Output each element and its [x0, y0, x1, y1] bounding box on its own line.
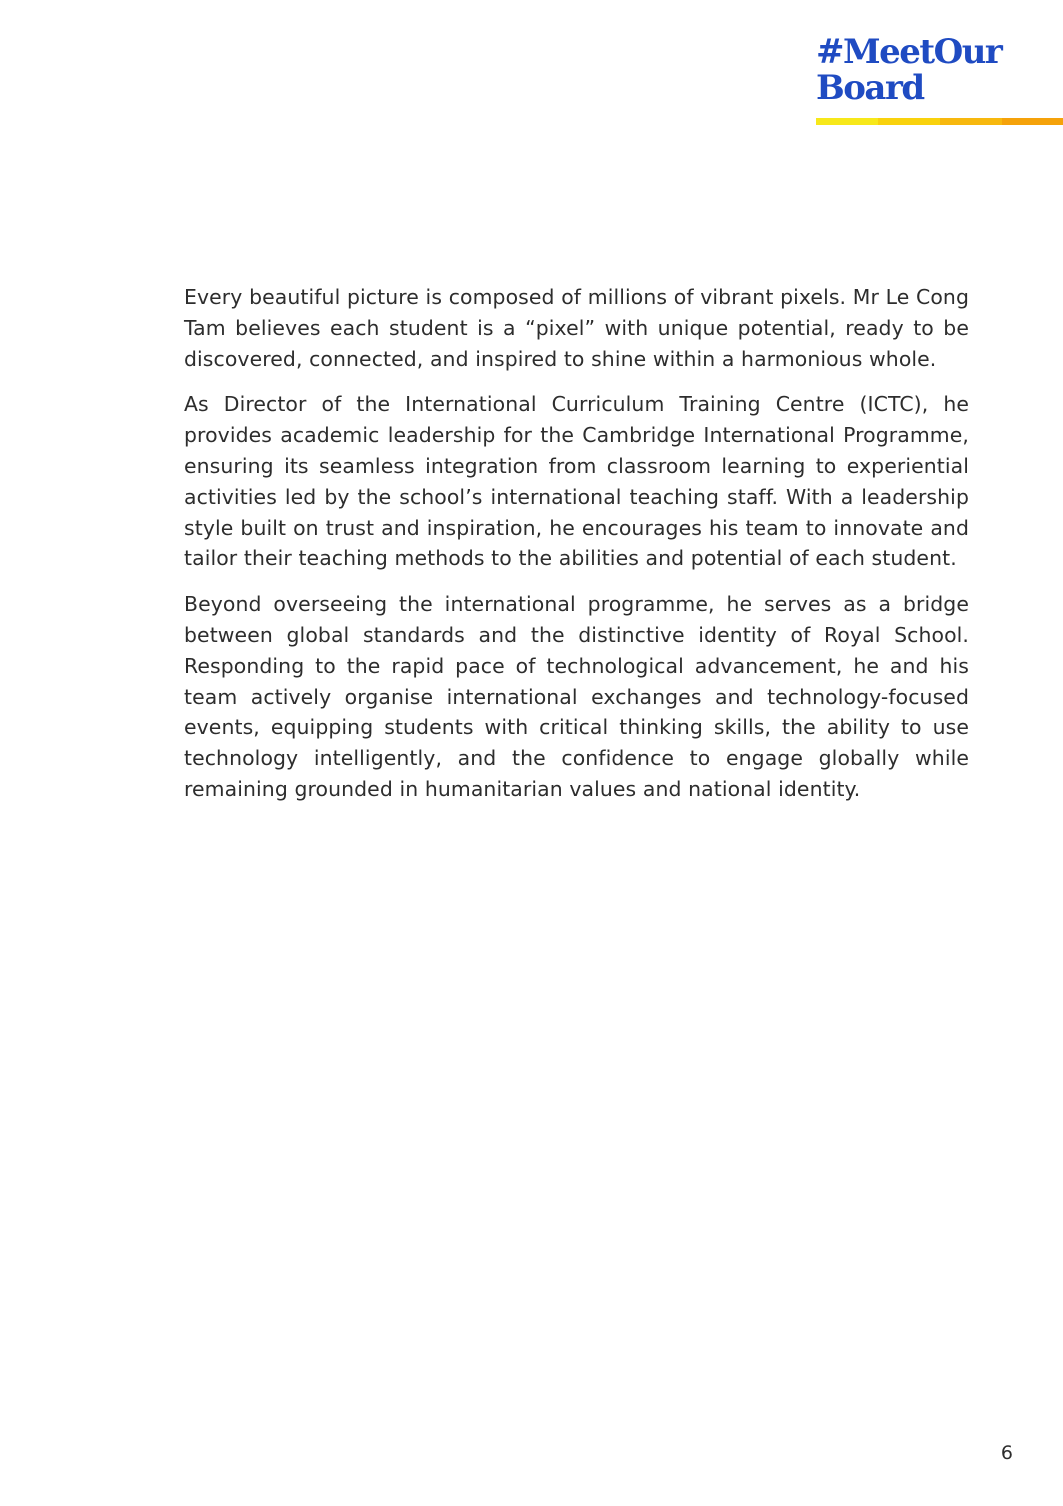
section-tag-line-2: Board	[816, 68, 924, 108]
paragraph-3: Beyond overseeing the international programme, he serves as a bridge between global standards and the distinctive identity of Royal School. Responding to the rapid pace of technological advancement, he and his team actively organise international exchanges and technology-focused events, equipping students with critical thinking skills, the ability to use technology intelligently, and the confidence to engage globally while remaining grounded in humanitarian values and national identity.	[184, 592, 969, 801]
accent-bar	[816, 118, 1063, 125]
section-tag	[816, 34, 1063, 106]
accent-bar-segment	[816, 118, 878, 125]
paragraph-1: Every beautiful picture is composed of millions of vibrant pixels. Mr Le Cong Tam believes each student is a “pixel” with unique potential, ready to be discovered, connected, and inspired to shine within a harmonious whole.	[184, 285, 969, 371]
accent-bar-segment	[940, 118, 1002, 125]
page-number: 6	[1000, 1442, 1013, 1464]
accent-bar-segment	[1002, 118, 1063, 125]
article-body	[184, 282, 969, 820]
accent-bar-segment	[878, 118, 940, 125]
section-tag-line-1: #MeetOur	[816, 32, 1002, 72]
section-tag-title	[816, 34, 1063, 106]
paragraph-2: As Director of the International Curriculum Training Centre (ICTC), he provides academic leadership for the Cambridge International Programme, ensuring its seamless integration from classroom learning to experiential activities led by the school’s international teaching staff. With a leadership style built on trust and inspiration, he encourages his team to innovate and tailor their teaching methods to the abilities and potential of each student.	[184, 392, 969, 571]
